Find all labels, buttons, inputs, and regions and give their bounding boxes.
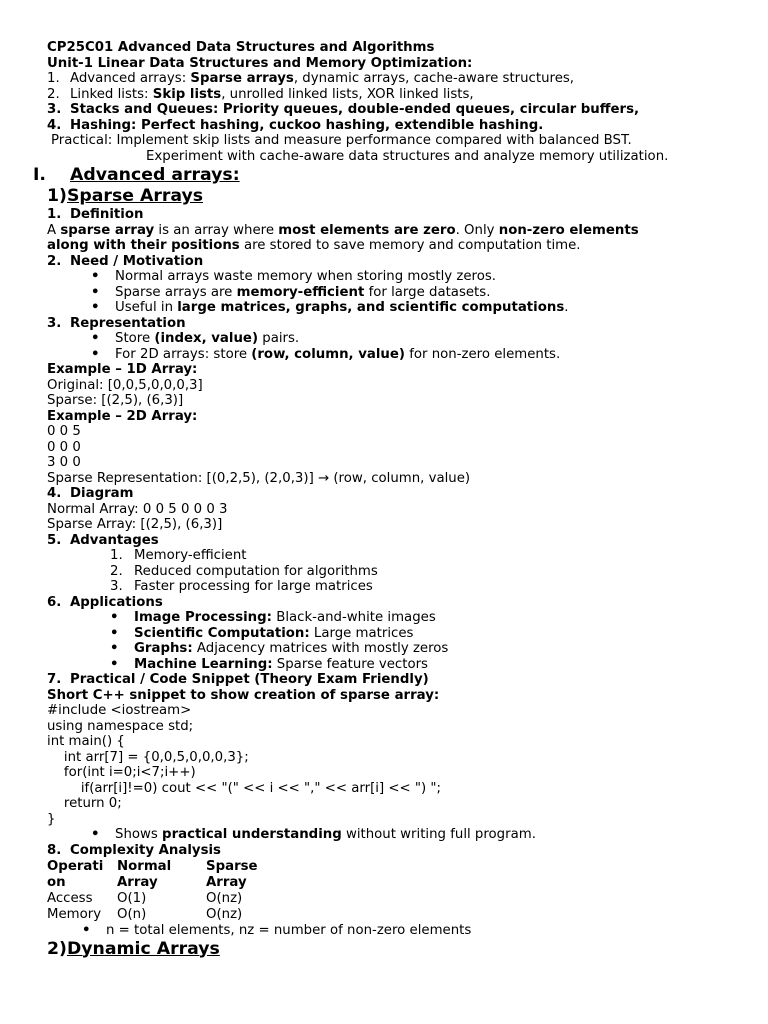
topic-item: 1. Advanced arrays: Sparse arrays, dynamic arrays, cache-aware structures,: [47, 71, 575, 86]
advantages-heading: 5. Advantages: [47, 532, 159, 548]
matrix-row: 0 0 0: [47, 439, 81, 455]
table-row: [45, 907, 260, 923]
example-line: Original: [0,0,5,0,0,0,3]: [47, 377, 203, 393]
numbered-item: 2. Reduced computation for algorithms: [110, 563, 378, 579]
diagram-line: Sparse Array: [(2,5), (6,3)]: [47, 517, 223, 532]
topic-item: 2. Linked lists: Skip lists, unrolled linked lists, XOR linked lists,: [47, 86, 474, 102]
example-2d-heading: Example – 2D Array:: [47, 408, 198, 424]
topic-item: 4. Hashing: Perfect hashing, cuckoo hashing, extendible hashing.: [47, 117, 544, 133]
complexity-table: [45, 859, 260, 923]
bullet-item: • Scientific Computation: Large matrices: [134, 626, 768, 642]
table-cell: Access: [47, 891, 93, 906]
document-page: [0, 40, 768, 960]
subsection-heading: 1)Sparse Arrays: [47, 186, 204, 206]
unit-title: Unit-1 Linear Data Structures and Memory Optimization:: [47, 55, 473, 71]
example-line: Sparse: [(2,5), (6,3)]: [47, 393, 184, 408]
table-cell: Memory: [47, 907, 102, 922]
bullet-item: • Shows practical understanding without writing full program.: [115, 827, 768, 843]
topic-item: 3. Stacks and Queues: Priority queues, double-ended queues, circular buffers,: [47, 102, 640, 117]
bullet-item: • Normal arrays waste memory when storing mostly zeros.: [115, 269, 768, 285]
table-cell: O(n): [117, 907, 147, 922]
bullet-item: • Machine Learning: Sparse feature vectors: [134, 657, 768, 673]
practical-heading: 7. Practical / Code Snippet (Theory Exam Friendly): [47, 672, 429, 687]
need-heading: 2. Need / Motivation: [47, 253, 204, 269]
bullet-item: • Useful in large matrices, graphs, and scientific computations.: [115, 300, 768, 316]
matrix-row: 0 0 5: [47, 424, 81, 439]
course-title: CP25C01 Advanced Data Structures and Algorithms: [47, 40, 435, 55]
numbered-item: 3. Faster processing for large matrices: [110, 579, 373, 594]
applications-heading: 6. Applications: [47, 594, 163, 610]
practical-line: Practical: Implement skip lists and measure performance compared with balanced BST.: [51, 133, 632, 148]
bullet-item: • Sparse arrays are memory-efficient for large datasets.: [115, 285, 768, 301]
table-cell: O(nz): [206, 907, 243, 922]
table-cell: O(nz): [206, 891, 243, 906]
example-1d-heading: Example – 1D Array:: [47, 362, 198, 377]
practical-line-2: Experiment with cache-aware data structures and analyze memory utilization.: [146, 148, 669, 164]
table-cell: O(1): [117, 891, 147, 906]
table-row: [45, 891, 260, 907]
example-line: Sparse Representation: [(0,2,5), (2,0,3)] → (row, column, value): [47, 470, 471, 486]
bullet-item: • Image Processing: Black-and-white images: [134, 610, 768, 626]
definition-text-cont: along with their positions are stored to save memory and computation time.: [47, 238, 581, 253]
numbered-item: 1. Memory-efficient: [110, 548, 247, 563]
bullet-item: • For 2D arrays: store (row, column, value) for non-zero elements.: [115, 347, 768, 363]
table-header-cell: Normal Array: [117, 859, 172, 890]
representation-heading: 3. Representation: [47, 315, 186, 331]
table-header-cell: Operati on: [47, 859, 104, 890]
complexity-note: • n = total elements, nz = number of non-zero elements: [106, 923, 768, 939]
code-snippet: #include <iostream> using namespace std; int main() { int arr[7] = {0,0,5,0,0,0,3}; for(int i=0;i<7;i++) if(arr[i]!=0) cout << "(" << i << "," << arr[i] << ") "; return 0; }: [47, 703, 442, 827]
definition-text: A sparse array is an array where most elements are zero. Only non-zero elements: [47, 222, 639, 238]
definition-heading: 1. Definition: [47, 207, 144, 222]
matrix-row: 3 0 0: [47, 455, 81, 470]
subsection-heading: 2)Dynamic Arrays: [47, 938, 220, 959]
table-header-cell: Sparse Array: [206, 859, 258, 890]
diagram-heading: 4. Diagram: [47, 486, 134, 501]
table-header-row: [45, 859, 260, 891]
complexity-heading: 8. Complexity Analysis: [47, 842, 221, 858]
bullet-item: • Store (index, value) pairs.: [115, 331, 768, 347]
diagram-line: Normal Array: 0 0 5 0 0 0 3: [47, 501, 228, 517]
bullet-item: • Graphs: Adjacency matrices with mostly zeros: [134, 641, 768, 657]
section-heading: I. Advanced arrays:: [33, 165, 240, 185]
practical-subheading: Short C++ snippet to show creation of sparse array:: [47, 687, 440, 703]
